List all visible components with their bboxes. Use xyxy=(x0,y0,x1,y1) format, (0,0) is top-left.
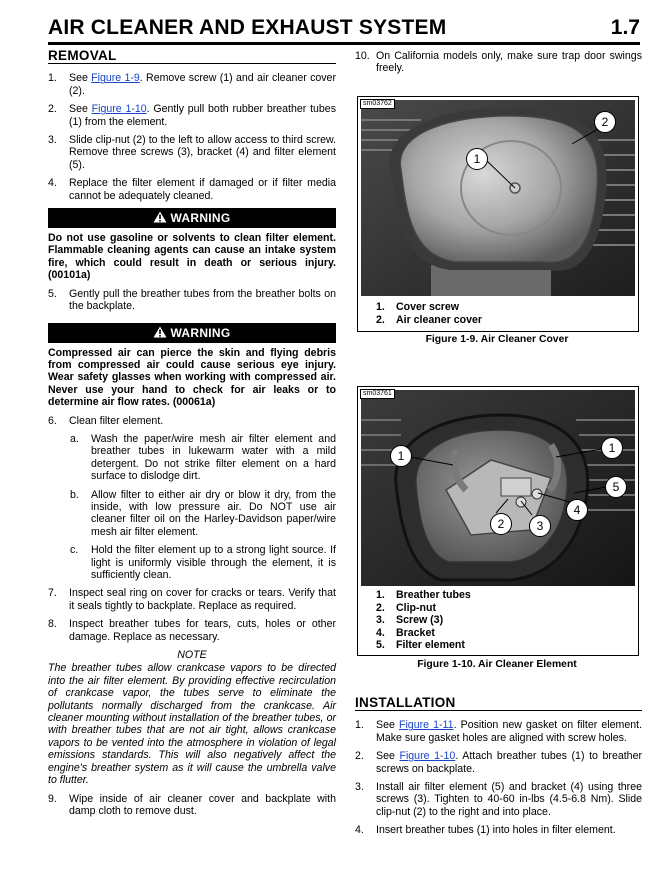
figure-tag: sm03762 xyxy=(360,99,395,109)
figure-1-9 xyxy=(357,96,639,332)
removal-substep-a: a. Wash the paper/wire mesh air filter element and breather tubes in lukewarm water with a mild detergent. Do not strike filter element on a hard surface to dislodge dirt. xyxy=(70,432,336,483)
callout-1-right: 1 xyxy=(601,437,623,459)
installation-step-3: 3. Install air filter element (5) and bracket (4) using three screws (3). Tighten to 40-60 in-lbs (4.5-6.8 Nm). Slide clip-nut (2) to the right and into place. xyxy=(355,781,642,818)
legend-item: 4. Bracket xyxy=(376,626,435,639)
removal-step-10: 10. On California models only, make sure trap door swings freely. xyxy=(355,50,642,75)
callout-2: 2 xyxy=(594,111,616,133)
figure-tag: sm03761 xyxy=(360,389,395,399)
removal-substep-c: c. Hold the filter element up to a strong light source. If light is uniformly visible through the element, it is sufficiently clean. xyxy=(70,544,336,581)
figure-1-10-link[interactable]: Figure 1-10 xyxy=(91,103,147,116)
callout-4: 4 xyxy=(566,499,588,521)
callout-2: 2 xyxy=(490,513,512,535)
legend-item: 2. Clip-nut xyxy=(376,601,437,614)
page-title: AIR CLEANER AND EXHAUST SYSTEM xyxy=(48,16,447,39)
figure-1-10 xyxy=(357,386,639,656)
legend-item: 1. Cover screw xyxy=(376,301,460,313)
page-number: 1.7 xyxy=(610,16,640,39)
figure-1-9-link[interactable]: Figure 1-9 xyxy=(91,72,140,85)
removal-heading: REMOVAL xyxy=(48,50,336,64)
legend-item: 1. Breather tubes xyxy=(376,589,471,601)
callout-5: 5 xyxy=(605,476,627,498)
installation-step-2: 2. See Figure 1-10. Attach breather tubes (1) to breather screws on backplate. xyxy=(355,750,642,775)
warning-triangle-icon xyxy=(153,326,167,338)
removal-step-6: 6. Clean filter element. xyxy=(48,414,164,427)
right-column-top xyxy=(355,50,642,81)
legend-item: 3. Screw (3) xyxy=(376,614,444,627)
removal-step-3: 3. Slide clip-nut (2) to the left to allow access to third screw. Remove three screws (3), bracket (4) and filter element (5). xyxy=(48,134,336,171)
warning-banner-1: WARNING xyxy=(48,208,336,228)
removal-step-1: 1. See Figure 1-9. Remove screw (1) and air cleaner cover (2). xyxy=(48,72,336,97)
figure-1-9-caption: Figure 1-9. Air Cleaner Cover xyxy=(425,334,569,345)
left-column xyxy=(48,50,336,823)
figure-1-11-link[interactable]: Figure 1-11 xyxy=(398,719,454,732)
removal-substep-b: b. Allow filter to either air dry or blow it dry, from the inside, with low pressure air. Do NOT use air cleaner filter oil on the Harley-Davidson paper/wire mesh air filter element. xyxy=(70,488,336,538)
warning-text-2: Compressed air can pierce the skin and flying debris from compressed air could cause serious eye injury. Wear safety glasses when working with compressed air. Never use your hand to check for air leaks or to determine air flow rates. (00061a) xyxy=(48,346,336,409)
removal-step-7: 7. Inspect seal ring on cover for cracks or tears. Verify that it seals tightly to backplate. Replace as required. xyxy=(48,587,336,612)
installation-step-4: 4. Insert breather tubes (1) into holes in filter element. xyxy=(355,824,616,837)
warning-triangle-icon xyxy=(153,211,167,223)
callout-1: 1 xyxy=(466,148,488,170)
figure-1-10-link[interactable]: Figure 1-10 xyxy=(399,750,456,763)
removal-step-5: 5. Gently pull the breather tubes from the breather bolts on the backplate. xyxy=(48,287,336,313)
callout-3: 3 xyxy=(529,515,551,537)
figure-1-9-legend xyxy=(376,301,482,326)
removal-step-9: 9. Wipe inside of air cleaner cover and backplate with damp cloth to remove dust. xyxy=(48,792,336,817)
installation-section xyxy=(355,697,642,843)
installation-heading: INSTALLATION xyxy=(355,697,642,711)
legend-item: 5. Filter element xyxy=(376,639,465,652)
warning-banner-2: WARNING xyxy=(48,323,336,343)
legend-item: 2. Air cleaner cover xyxy=(376,313,482,326)
removal-step-8: 8. Inspect breather tubes for tears, cuts, holes or other damage. Replace as necessary. xyxy=(48,618,336,643)
removal-step-4: 4. Replace the filter element if damaged or if filter media cannot be adequately cleaned. xyxy=(48,177,336,202)
warning-text-1: Do not use gasoline or solvents to clean filter element. Flammable cleaning agents can cause an intake system fire, which could result in death or serious injury. (00101a) xyxy=(48,232,336,282)
installation-step-1: 1. See Figure 1-11. Position new gasket on filter element. Make sure gasket holes are aligned with screw holes. xyxy=(355,719,643,744)
figure-1-10-caption: Figure 1-10. Air Cleaner Element xyxy=(417,659,577,670)
page-header xyxy=(48,8,640,45)
figure-1-10-legend xyxy=(376,589,471,652)
callout-1-left: 1 xyxy=(390,445,412,467)
callout-leader-lines xyxy=(358,387,638,587)
note-heading: NOTE xyxy=(177,649,207,662)
note-text: The breather tubes allow crankcase vapors to be directed into the air filter element. By providing effective recirculation of crankcase vapor, the tubes serve to eliminate the pollutants normally discharged from the crankcase. Air cleaner mounting without installation of the breather tubes, or with breather tubes that are not air tight, allows crankcase vapors to be vented into the atmosphere in violation of legal emissions standards. This will also negatively affect the engine's breather system as it will cause the umbrella valve to flutter. xyxy=(48,662,336,787)
removal-step-2: 2. See Figure 1-10. Gently pull both rubber breather tubes (1) from the element. xyxy=(48,103,336,128)
